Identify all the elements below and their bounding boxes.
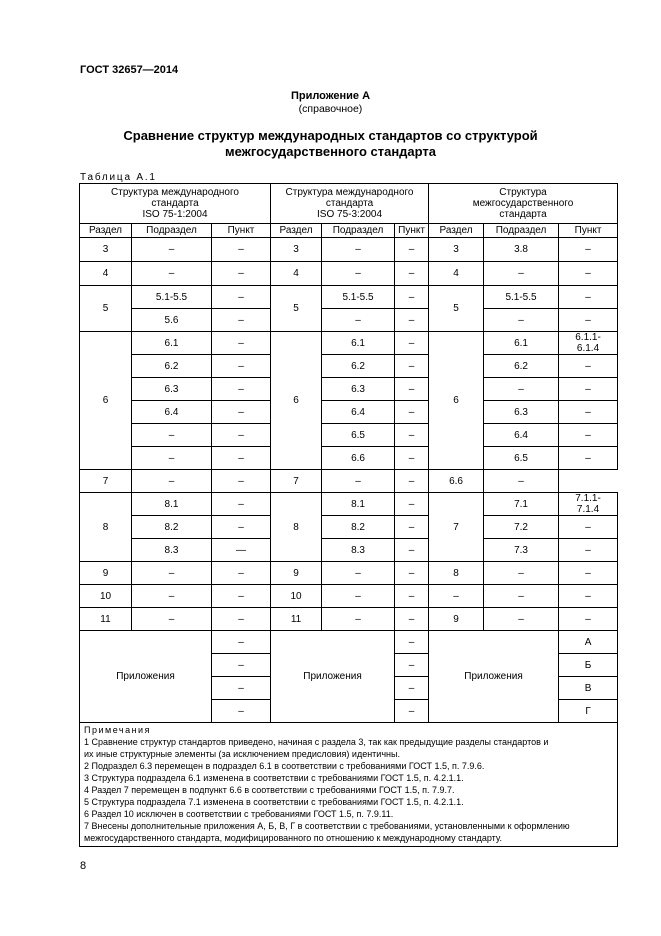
table-cell: – xyxy=(212,470,271,493)
table-cell: – xyxy=(212,608,271,631)
table-cell: – xyxy=(395,355,429,378)
table-cell: 4 xyxy=(80,262,132,286)
table-cell: – xyxy=(395,677,429,700)
table-cell: 7 xyxy=(429,493,484,562)
table-cell: – xyxy=(395,585,429,608)
table-cell: – xyxy=(132,238,212,262)
table-cell: – xyxy=(395,332,429,355)
table-row xyxy=(80,378,618,401)
table-cell: – xyxy=(559,309,618,332)
table-cell: – xyxy=(429,585,484,608)
column-header-row xyxy=(80,224,618,238)
table-cell: 11 xyxy=(271,608,322,631)
table-cell: 5.6 xyxy=(132,309,212,332)
table-cell: – xyxy=(212,654,271,677)
note-line: 7 Внесены дополнительные приложения А, Б, В, Г в соответствии с требованиями, установленными к оформлению xyxy=(84,821,570,831)
table-cell: – xyxy=(395,238,429,262)
table-cell: – xyxy=(212,585,271,608)
col-header-podrazdel: Подраздел xyxy=(322,224,395,238)
table-cell: 3.8 xyxy=(484,238,559,262)
table-cell: 6.3 xyxy=(132,378,212,401)
table-cell: 8.3 xyxy=(132,539,212,562)
table-cell: 6.5 xyxy=(322,424,395,447)
table-cell xyxy=(559,493,618,516)
table-cell: – xyxy=(395,424,429,447)
table-cell: 6.4 xyxy=(484,424,559,447)
notes-header: Примечания xyxy=(84,725,151,735)
table-cell: 6 xyxy=(429,332,484,470)
note-line: 4 Раздел 7 перемещен в подпункт 6.6 в соответствии с требованиями ГОСТ 1.5, п. 7.9.7. xyxy=(84,785,455,795)
table-cell: – xyxy=(322,562,395,585)
table-cell: 6.3 xyxy=(322,378,395,401)
table-cell: 6.3 xyxy=(484,401,559,424)
table-cell: – xyxy=(212,700,271,723)
table-cell: – xyxy=(212,516,271,539)
table-row xyxy=(80,470,618,493)
table-row xyxy=(80,493,618,516)
table-cell: 8.1 xyxy=(322,493,395,516)
table-cell: – xyxy=(132,447,212,470)
table-cell: – xyxy=(132,585,212,608)
table-caption: Таблица А.1 xyxy=(80,172,157,183)
table-cell: – xyxy=(132,562,212,585)
table-cell: 8.1 xyxy=(132,493,212,516)
table-row xyxy=(80,562,618,585)
table-cell: 6.6 xyxy=(429,470,484,493)
table-cell: 8 xyxy=(429,562,484,585)
table-cell: – xyxy=(395,493,429,516)
group-header-line: ISO 75-3:2004 xyxy=(317,209,383,220)
table-cell: – xyxy=(559,401,618,424)
table-row xyxy=(80,355,618,378)
table-cell: 5.1-5.5 xyxy=(484,286,559,309)
table-cell: – xyxy=(559,562,618,585)
table-row xyxy=(80,539,618,562)
main-title xyxy=(0,128,661,160)
table-cell: 8 xyxy=(271,493,322,562)
table-cell: – xyxy=(212,309,271,332)
table-row xyxy=(80,309,618,332)
table-cell: 8.2 xyxy=(322,516,395,539)
table-row xyxy=(80,332,618,355)
table-cell: 4 xyxy=(429,262,484,286)
table-cell: – xyxy=(395,700,429,723)
table-row xyxy=(80,516,618,539)
table-cell: А xyxy=(559,631,618,654)
table-cell: – xyxy=(395,447,429,470)
col-header-podrazdel: Подраздел xyxy=(132,224,212,238)
table-cell: – xyxy=(322,608,395,631)
table-cell: – xyxy=(559,608,618,631)
table-cell: – xyxy=(395,631,429,654)
table-cell: – xyxy=(212,262,271,286)
table-cell: – xyxy=(484,470,559,493)
table-cell: 8.3 xyxy=(322,539,395,562)
table-cell: 8.2 xyxy=(132,516,212,539)
table-cell: – xyxy=(559,378,618,401)
table-cell: – xyxy=(395,470,429,493)
table-cell: – xyxy=(395,516,429,539)
table-cell: 3 xyxy=(271,238,322,262)
appendices-label: Приложения xyxy=(80,631,212,723)
table-cell: – xyxy=(322,585,395,608)
table-cell: 3 xyxy=(80,238,132,262)
group-header-interstate xyxy=(429,184,618,224)
table-cell: 7.1 xyxy=(484,493,559,516)
table-cell: – xyxy=(322,238,395,262)
table-cell: 4 xyxy=(271,262,322,286)
note-line: 3 Структура подраздела 6.1 изменена в соответствии с требованиями ГОСТ 1.5, п. 4.2.1.1. xyxy=(84,773,464,783)
table-cell: – xyxy=(212,447,271,470)
table-cell-line: 7.1.1- xyxy=(575,493,601,504)
group-header-iso75-1 xyxy=(80,184,271,224)
table-cell: 6.4 xyxy=(322,401,395,424)
table-cell: 6.1 xyxy=(322,332,395,355)
col-header-razdel: Раздел xyxy=(80,224,132,238)
table-cell: – xyxy=(212,238,271,262)
table-cell: 6.2 xyxy=(484,355,559,378)
table-cell: 9 xyxy=(429,608,484,631)
table-cell: – xyxy=(212,332,271,355)
table-row xyxy=(80,424,618,447)
page-number: 8 xyxy=(80,860,87,872)
table-cell: 6 xyxy=(80,332,132,470)
group-header-iso75-3 xyxy=(271,184,429,224)
col-header-punkt: Пункт xyxy=(559,224,618,238)
table-cell: – xyxy=(212,493,271,516)
table-cell: – xyxy=(395,654,429,677)
table-cell: 6.6 xyxy=(322,447,395,470)
table-cell: – xyxy=(395,309,429,332)
col-header-razdel: Раздел xyxy=(429,224,484,238)
table-cell: – xyxy=(559,238,618,262)
table-cell: 10 xyxy=(271,585,322,608)
table-cell: – xyxy=(395,262,429,286)
table-row xyxy=(80,447,618,470)
table-cell: 3 xyxy=(429,238,484,262)
table-cell: – xyxy=(132,262,212,286)
table-cell: Г xyxy=(559,700,618,723)
table-cell: 6.1 xyxy=(484,332,559,355)
table-cell: – xyxy=(395,539,429,562)
table-cell: 7.2 xyxy=(484,516,559,539)
table-cell: — xyxy=(212,539,271,562)
table-cell: – xyxy=(212,677,271,700)
table-cell: 11 xyxy=(80,608,132,631)
table-cell: 6.2 xyxy=(132,355,212,378)
table-cell: – xyxy=(322,309,395,332)
table-cell: – xyxy=(484,378,559,401)
table-cell-line: 6.1.4 xyxy=(576,343,600,354)
table-cell: – xyxy=(212,286,271,309)
table-cell: – xyxy=(132,424,212,447)
table-cell: 9 xyxy=(271,562,322,585)
document-id: ГОСТ 32657—2014 xyxy=(80,64,179,76)
table-cell: – xyxy=(212,378,271,401)
table-cell: – xyxy=(132,470,212,493)
table-row xyxy=(80,262,618,286)
table-cell-line: 6.1.1- xyxy=(575,332,601,343)
table-cell: – xyxy=(322,470,395,493)
table-cell: 6.5 xyxy=(484,447,559,470)
table-cell: – xyxy=(559,355,618,378)
main-title-line-1: Сравнение структур международных стандартов со структурой xyxy=(123,128,538,143)
note-line: их иные структурные элементы (за исключением предисловия) идентичны. xyxy=(84,749,400,759)
group-header-line: Структура международного xyxy=(111,187,239,198)
table-cell: – xyxy=(322,262,395,286)
table-cell: 5 xyxy=(429,286,484,332)
table-cell: 10 xyxy=(80,585,132,608)
table-row xyxy=(80,238,618,262)
table-cell: – xyxy=(559,516,618,539)
group-header-line: Структура xyxy=(499,187,547,198)
table-row xyxy=(80,585,618,608)
table-cell: – xyxy=(559,539,618,562)
table-cell: – xyxy=(559,585,618,608)
appendix-title: Приложение А xyxy=(290,90,371,102)
table-row xyxy=(80,608,618,631)
note-line: 1 Сравнение структур стандартов приведено, начиная с раздела 3, так как предыдущие разделы стандартов и xyxy=(84,737,549,747)
group-header-line: стандарта xyxy=(151,198,199,209)
table-cell: – xyxy=(212,355,271,378)
table-row xyxy=(80,631,618,654)
table-cell: 7 xyxy=(271,470,322,493)
table-cell: – xyxy=(484,262,559,286)
table-cell: 8 xyxy=(80,493,132,562)
group-header-line: стандарта xyxy=(499,209,547,220)
table-cell: 5.1-5.5 xyxy=(322,286,395,309)
table-cell: 6.1 xyxy=(132,332,212,355)
table-cell: – xyxy=(484,585,559,608)
note-line: 5 Структура подраздела 7.1 изменена в соответствии с требованиями ГОСТ 1.5, п. 4.2.1.1. xyxy=(84,797,464,807)
notes-block xyxy=(80,723,618,847)
note-line: межгосударственного стандарта, модифицированного по отношению к международному стандарту. xyxy=(84,833,502,843)
table-cell: 6.2 xyxy=(322,355,395,378)
table-cell: – xyxy=(212,562,271,585)
table-cell: – xyxy=(484,608,559,631)
table-cell: – xyxy=(484,562,559,585)
appendix-subtitle: (справочное) xyxy=(298,103,363,115)
table-cell: – xyxy=(395,378,429,401)
group-header-row xyxy=(80,184,618,224)
table-cell: – xyxy=(395,286,429,309)
appendices-label: Приложения xyxy=(271,631,395,723)
appendices-label: Приложения xyxy=(429,631,559,723)
table-cell: 7.3 xyxy=(484,539,559,562)
col-header-punkt: Пункт xyxy=(212,224,271,238)
col-header-punkt: Пункт xyxy=(395,224,429,238)
table-cell-line: 7.1.4 xyxy=(576,504,600,515)
group-header-line: ISO 75-1:2004 xyxy=(142,209,208,220)
table-cell: – xyxy=(395,562,429,585)
table-cell: – xyxy=(559,424,618,447)
group-header-line: межгосударственного xyxy=(472,198,574,209)
table-cell: – xyxy=(212,631,271,654)
table-cell: – xyxy=(484,309,559,332)
table-cell xyxy=(559,332,618,355)
table-cell: – xyxy=(212,401,271,424)
main-title-line-2: межгосударственного стандарта xyxy=(224,144,437,159)
table-cell: – xyxy=(559,447,618,470)
table-cell: Б xyxy=(559,654,618,677)
note-line: 6 Раздел 10 исключен в соответствии с требованиями ГОСТ 1.5, п. 7.9.11. xyxy=(84,809,394,819)
col-header-podrazdel: Подраздел xyxy=(484,224,559,238)
table-row xyxy=(80,286,618,309)
table-cell: – xyxy=(395,608,429,631)
table-cell: 5 xyxy=(271,286,322,332)
col-header-razdel: Раздел xyxy=(271,224,322,238)
table-cell: 9 xyxy=(80,562,132,585)
table-cell: – xyxy=(132,608,212,631)
table-cell: – xyxy=(559,286,618,309)
table-cell: 5 xyxy=(80,286,132,332)
table-cell: 7 xyxy=(80,470,132,493)
table-cell: – xyxy=(559,262,618,286)
table-cell: – xyxy=(212,424,271,447)
table-row xyxy=(80,401,618,424)
group-header-line: Структура международного xyxy=(285,187,414,198)
table-cell: 6 xyxy=(271,332,322,470)
table-cell: В xyxy=(559,677,618,700)
notes-row xyxy=(80,723,618,847)
table-cell: 6.4 xyxy=(132,401,212,424)
note-line: 2 Подраздел 6.3 перемещен в подраздел 6.1 в соответствии с требованиями ГОСТ 1.5, п. 7.9.6. xyxy=(84,761,485,771)
table-cell: 5.1-5.5 xyxy=(132,286,212,309)
comparison-table xyxy=(79,183,618,847)
group-header-line: стандарта xyxy=(325,198,374,209)
table-cell: – xyxy=(395,401,429,424)
